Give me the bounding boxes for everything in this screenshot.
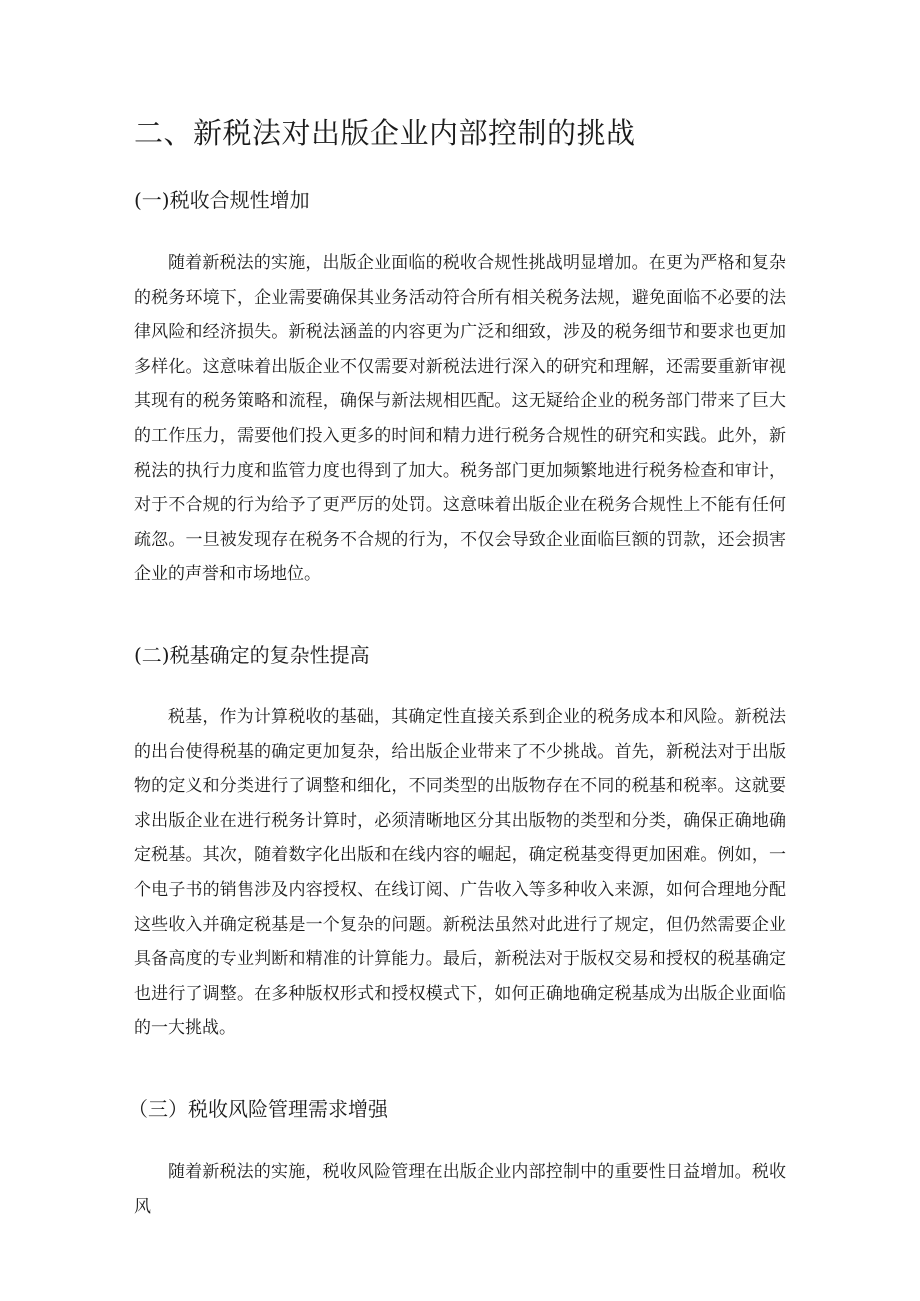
section-2-body: 税基，作为计算税收的基础，其确定性直接关系到企业的税务成本和风险。新税法的出台使得税基的确定更加复杂，给出版企业带来了不少挑战。首先，新税法对于出版物的定义和分类进行了调整和细化，不同类型的出版物存在不同的税基和税率。这就要求出版企业在进行税务计算时，必须清晰地区分其出版物的类型和分类，确保正确地确定税基。其次，随着数字化出版和在线内容的崛起，确定税基变得更加困难。例如，一个电子书的销售涉及内容授权、在线订阅、广告收入等多种收入来源，如何合理地分配这些收入并确定税基是一个复杂的问题。新税法虽然对此进行了规定，但仍然需要企业具备高度的专业判断和精准的计算能力。最后，新税法对于版权交易和授权的税基确定也进行了调整。在多种版权形式和授权模式下，如何正确地确定税基成为出版企业面临的一大挑战。 — [134, 707, 786, 1039]
section-1-body: 随着新税法的实施，出版企业面临的税收合规性挑战明显增加。在更为严格和复杂的税务环境下，企业需要确保其业务活动符合所有相关税务法规，避免面临不必要的法律风险和经济损失。新税法涵盖的内容更为广泛和细致，涉及的税务细节和要求也更加多样化。这意味着出版企业不仅需要对新税法进行深入的研究和理解，还需要重新审视其现有的税务策略和流程，确保与新法规相匹配。这无疑给企业的税务部门带来了巨大的工作压力，需要他们投入更多的时间和精力进行税务合规性的研究和实践。此外，新税法的执行力度和监管力度也得到了加大。税务部门更加频繁地进行税务检查和审计，对于不合规的行为给予了更严厉的处罚。这意味着出版企业在税务合规性上不能有任何疏忽。一旦被发现存在税务不合规的行为，不仅会导致企业面临巨额的罚款，还会损害企业的声誉和市场地位。 — [134, 253, 786, 585]
page-title: 二、新税法对出版企业内部控制的挑战 — [134, 116, 636, 150]
section-1-title: (一)税收合规性增加 — [134, 188, 310, 212]
section-2-title: (二)税基确定的复杂性提高 — [134, 643, 370, 667]
section-3-body: 随着新税法的实施，税收风险管理在出版企业内部控制中的重要性日益增加。税收风 — [134, 1162, 786, 1217]
section-3-title: （三）税收风险管理需求增强 — [128, 1097, 388, 1121]
